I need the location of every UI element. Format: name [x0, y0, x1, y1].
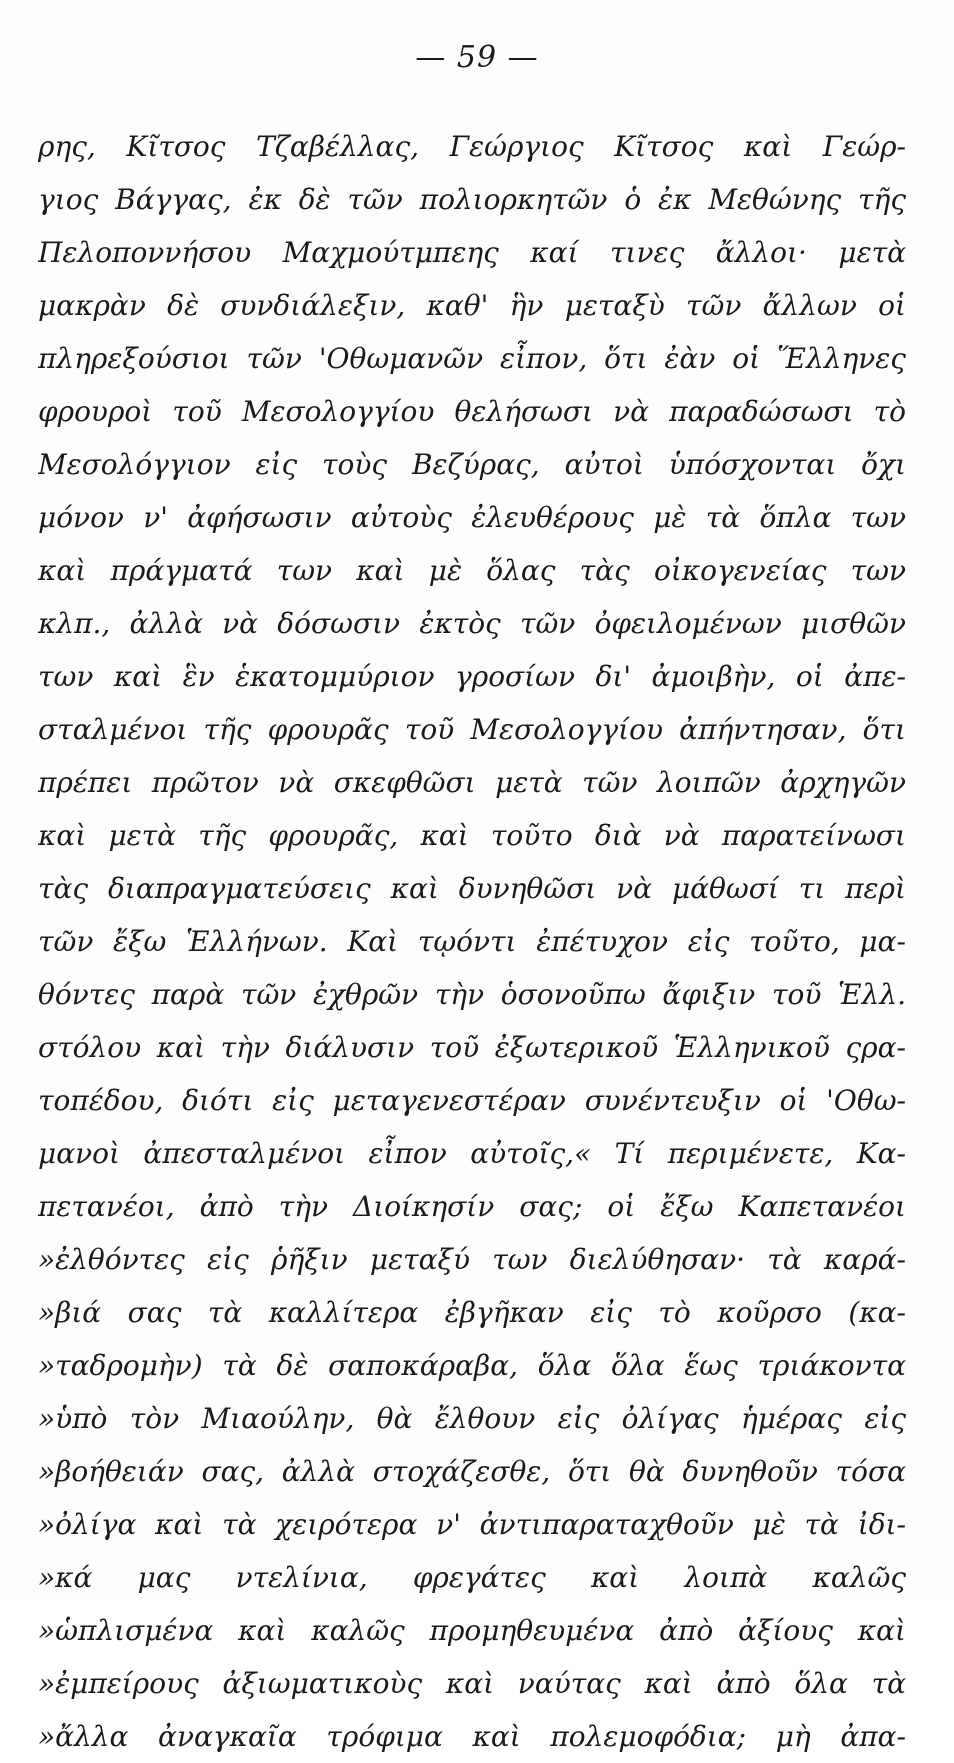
text-line: μακρὰν δὲ συνδιάλεξιν, καθ' ἣν μεταξὺ τῶν ἄλλων οἱ	[38, 289, 906, 322]
text-line: τοπέδου, διότι εἰς μεταγενεστέραν συνέντευξιν οἱ 'Οθω-	[38, 1084, 906, 1117]
text-line: σταλμένοι τῆς φρουρᾶς τοῦ Μεσολογγίου ἀπήντησαν, ὅτι	[38, 713, 906, 746]
text-line: »βιά σας τὰ καλλίτερα ἐβγῆκαν εἰς τὸ κοῦρσο (κα-	[38, 1296, 906, 1329]
text-line: Μεσολόγγιον εἰς τοὺς Βεζύρας, αὐτοὶ ὑπόσχονται ὄχι	[38, 448, 906, 481]
text-line: πληρεξούσιοι τῶν 'Οθωμανῶν εἶπον, ὅτι ἐὰν οἱ Ἕλληνες	[38, 342, 906, 375]
page-number: — 59 —	[415, 40, 539, 75]
text-line: στόλου καὶ τὴν διάλυσιν τοῦ ἐξωτερικοῦ Ἑλληνικοῦ ςρα-	[38, 1031, 906, 1064]
text-line: »ἄλλα ἀναγκαῖα τρόφιμα καὶ πολεμοφόδια; μὴ ἀπα-	[38, 1720, 906, 1753]
text-line: Πελοποννήσου Μαχμούτμπεης καί τινες ἄλλοι· μετὰ	[38, 236, 906, 269]
text-line: »ἐμπείρους ἀξιωματικοὺς καὶ ναύτας καὶ ἀπὸ ὅλα τὰ	[38, 1667, 906, 1700]
text-line: ρης, Κῖτσος Τζαβέλλας, Γεώργιος Κῖτσος καὶ Γεώρ-	[38, 130, 906, 163]
text-line: καὶ πράγματά των καὶ μὲ ὅλας τὰς οἰκογενείας των	[38, 554, 906, 587]
text-line: καὶ μετὰ τῆς φρουρᾶς, καὶ τοῦτο διὰ νὰ παρατείνωσι	[38, 819, 906, 852]
text-line: τῶν ἔξω Ἑλλήνων. Καὶ τῳόντι ἐπέτυχον εἰς τοῦτο, μα-	[38, 925, 906, 958]
text-line: »ἐλθόντες εἰς ῥῆξιν μεταξύ των διελύθησαν· τὰ καρά-	[38, 1243, 906, 1276]
text-line: θόντες παρὰ τῶν ἐχθρῶν τὴν ὁσονοῦπω ἄφιξιν τοῦ Ἑλλ.	[38, 978, 906, 1011]
text-line: πρέπει πρῶτον νὰ σκεφθῶσι μετὰ τῶν λοιπῶν ἀρχηγῶν	[38, 766, 906, 799]
text-line: τὰς διαπραγματεύσεις καὶ δυνηθῶσι νὰ μάθωσί τι περὶ	[38, 872, 906, 905]
text-line: »ταδρομὴν) τὰ δὲ σαποκάραβα, ὅλα ὅλα ἕως τριάκοντα	[38, 1349, 906, 1382]
text-line: γιος Βάγγας, ἐκ δὲ τῶν πολιορκητῶν ὁ ἐκ Μεθώνης τῆς	[38, 183, 906, 216]
body-text	[38, 120, 906, 1763]
text-line: »κά μας ντελίνια, φρεγάτες καὶ λοιπὰ καλῶς	[38, 1561, 906, 1594]
text-line: μανοὶ ἀπεσταλμένοι εἶπον αὐτοῖς,« Τί περιμένετε, Κα-	[38, 1137, 906, 1170]
text-line: φρουροὶ τοῦ Μεσολογγίου θελήσωσι νὰ παραδώσωσι τὸ	[38, 395, 906, 428]
text-line: »ὀλίγα καὶ τὰ χειρότερα ν' ἀντιπαραταχθοῦν μὲ τὰ ἰδι-	[38, 1508, 906, 1541]
text-line: κλπ., ἀλλὰ νὰ δόσωσιν ἐκτὸς τῶν ὀφειλομένων μισθῶν	[38, 607, 906, 640]
text-line: »ὑπὸ τὸν Μιαούλην, θὰ ἔλθουν εἰς ὀλίγας ἡμέρας εἰς	[38, 1402, 906, 1435]
text-line: »ὡπλισμένα καὶ καλῶς προμηθευμένα ἀπὸ ἀξίους καὶ	[38, 1614, 906, 1647]
text-line: των καὶ ἓν ἑκατομμύριον γροσίων δι' ἀμοιβὴν, οἱ ἀπε-	[38, 660, 906, 693]
text-line: »βοήθειάν σας, ἀλλὰ στοχάζεσθε, ὅτι θὰ δυνηθοῦν τόσα	[38, 1455, 906, 1488]
text-line: πετανέοι, ἀπὸ τὴν Διοίκησίν σας; οἱ ἔξω Καπετανέοι	[38, 1190, 906, 1223]
text-line: μόνον ν' ἀφήσωσιν αὐτοὺς ἐλευθέρους μὲ τὰ ὅπλα των	[38, 501, 906, 534]
